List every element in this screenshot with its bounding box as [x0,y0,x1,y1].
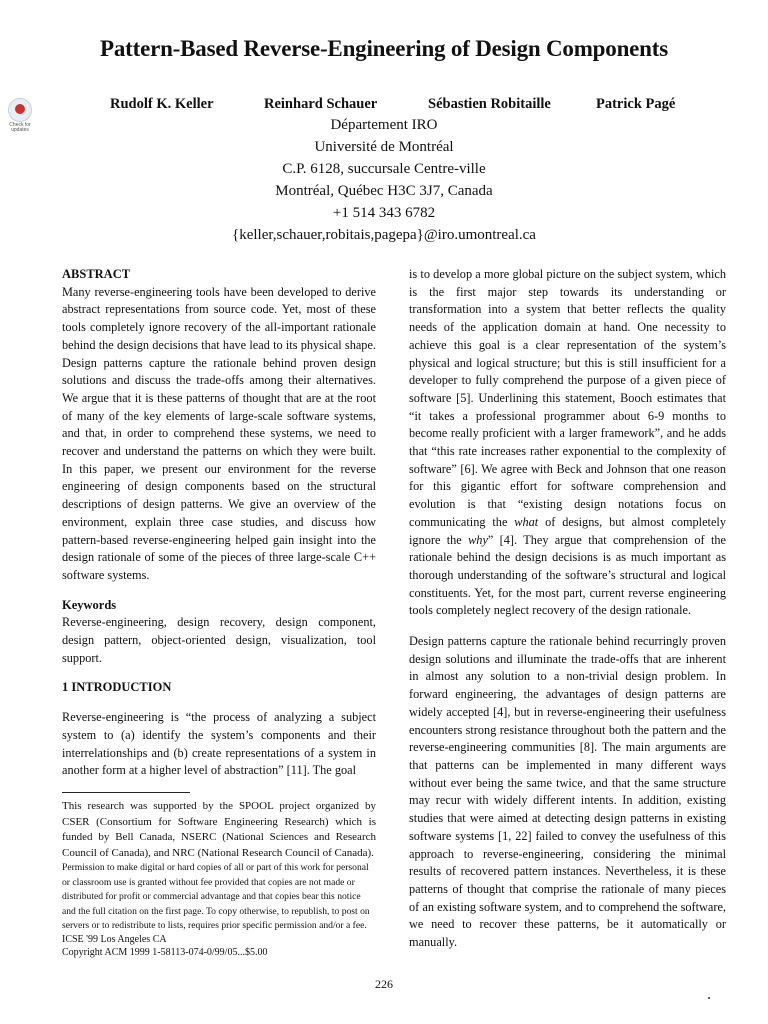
abstract-heading: ABSTRACT [62,267,131,281]
intro-text-span: of designs, but almost completely ignore the [409,514,726,547]
right-column [409,266,726,952]
introduction-text: Reverse-engineering is “the process of analyzing a subject system to (a) identify the system’s components and their interrelationships and (b) create representations of a system in another form at a higher level of abstraction” [11]. The goal [62,710,376,778]
author-name: Reinhard Schauer [264,96,378,112]
abstract-text: Many reverse-engineering tools have been developed to derive abstract representations from source code. Yet, most of these tools completely ignore recovery of the all-important rationale behind the design decisions that have lead to its physical shape. Design patterns capture the rationale behind proven design solutions and discuss the trade-offs among their alternatives. We argue that it is these patterns of thought that are at the root of many of the key elements of large-scale software systems, and that, in order to comprehend these systems, we need to recover and understand the patterns on which they were built. In this paper, we present our environment for the reverse engineering of design components based on the structural descriptions of design patterns. We give an overview of the environment, explain three case studies, and discuss how pattern-based reverse-engineering helped gain insight into the design rationale of some of the pieces of three large-scale C++ software systems. [62,284,376,582]
funding-footnote: This research was supported by the SPOOL project organized by CSER (Consortium for Software Engineering Research) which is funded by Bell Canada, NSERC (National Sciences and Research Council of Canada), and NRC (National Research Council of Canada). [62,799,376,859]
author-name: Patrick Pagé [596,96,676,112]
introduction-heading: 1 INTRODUCTION [62,680,172,695]
page-number: 226 [375,977,393,991]
keywords-heading: Keywords [62,597,117,612]
introduction-paragraph-1 [409,266,726,620]
venue-line: ICSE '99 Los Angeles CA [62,934,167,946]
scan-speck [708,997,710,999]
keywords-text: Reverse-engineering, design recovery, design component, design pattern, object-oriented design, visualization, tool support. [62,615,376,665]
affiliation-line: Montréal, Québec H3C 3J7, Canada [275,183,493,199]
emphasis-what: what [514,514,539,529]
affiliation-line: +1 514 343 6782 [332,205,436,221]
author-name: Sébastien Robitaille [428,96,551,112]
introduction-paragraph-2: Design patterns capture the rationale behind recurringly proven design solutions and illuminate the trade-offs that are inherent in almost any solution to a non-trivial design problem. In forward engineering, the advantages of design patterns are widely accepted [4], but in reverse-engineering their usefulness encounters strong resistance throughout both the pattern and the reverse-engineering communities [8]. The main arguments are that patterns can be implemented in many different ways without ever being the same twice, and that the same structure may recur with widely different intents. In addition, existing studies that were aimed at detecting design patterns in existing software systems [1, 22] failed to convey the usefulness of this approach to reverse-engineering, considering the minimal results of recovered pattern instances. Nevertheless, it is these patterns of thought that comprise the rationale of many pieces of an existing software system, and to comprehend the software, we need to recover these patterns, be it automatically or manually. [409,634,726,950]
intro-text-span: ” [4]. They argue that comprehension of the rationale behind the design decisions is as much important as thorough understanding of the software’s structural and logical constituents. Yet, for the most part, current reverse engineering tools completely neglect recovery of the design rationale. [409,532,726,618]
affiliation-line: Département IRO [330,117,438,133]
paper-title: Pattern-Based Reverse-Engineering of Design Components [100,36,668,61]
author-emails: {keller,schauer,robitais,pagepa}@iro.umontreal.ca [232,227,536,243]
affiliation-block [0,114,768,246]
affiliation-line: Université de Montréal [314,139,454,155]
permission-notice: Permission to make digital or hard copies of all or part of this work for personal or classroom use is granted without fee provided that copies are not made or distributed for profit or commercial advantage and that copies bear this notice and the full citation on the first page. To copy otherwise, to republish, to post on servers or to redistribute to lists, requires prior specific permission and/or a fee. [62,862,370,931]
affiliation-line: C.P. 6128, succursale Centre-ville [282,161,486,177]
emphasis-why: why [468,532,488,547]
intro-text-span: is to develop a more global picture on the subject system, which is the first major step towards its understanding or transformation into a system that better reflects the quality needs of the application domain at hand. One necessity to achieve this goal is a clear representation of the system’s physical and logical structure; but this is still insufficient for a developer to fully comprehend the purpose of a given piece of software [5]. Underlining this statement, Booch estimates that “it takes a professional programmer about 6-9 months to become really proficient with a larger framework”, and he adds that “this rate increases rather exponential to the complexity of software” [6]. We agree with Beck and Johnson that one reason for this gigantic effort for software comprehension and evolution is that “existing design notations focus on communicating the [409,267,726,529]
footnote-rule [62,792,190,793]
author-name: Rudolf K. Keller [110,96,214,112]
badge-label: Check for updates [9,122,31,133]
copyright-line: Copyright ACM 1999 1-58113-074-0/99/05...$5.00 [62,947,268,959]
left-column [62,266,376,959]
